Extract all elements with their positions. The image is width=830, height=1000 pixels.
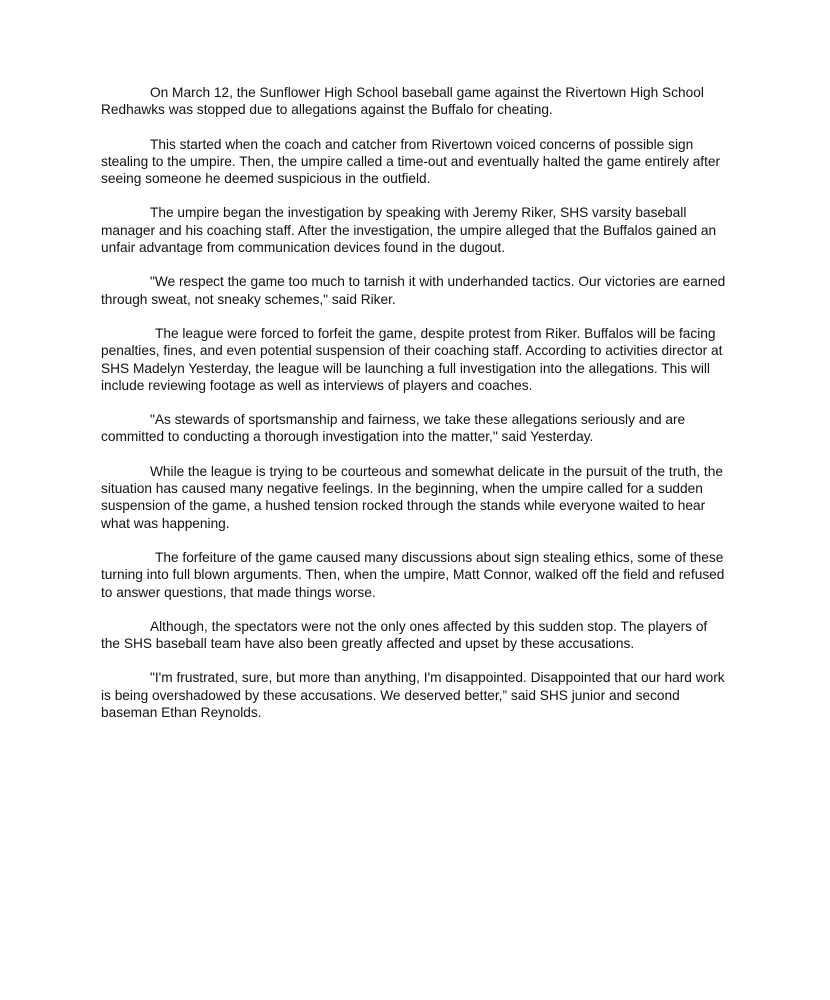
paragraph-players-affected: Although, the spectators were not the only ones affected by this sudden stop. The players of the SHS baseball team have also been greatly affected and upset by these accusations. [101, 618, 712, 652]
paragraph-negative-feelings: While the league is trying to be courteous and somewhat delicate in the pursuit of the truth, the situation has caused many negative feelings. In the beginning, when the umpire called for a sudden suspension of the game, a hushed tension rocked through the stands while everyone waited to hear what was happening. [101, 463, 727, 531]
paragraph-concerns-voiced: This started when the coach and catcher from Rivertown voiced concerns of possible sign stealing to the umpire. Then, the umpire called a time-out and eventually halted the game entirely after seeing someone he deemed suspicious in the outfield. [101, 136, 724, 187]
paragraph-yesterday-quote: "As stewards of sportsmanship and fairness, we take these allegations seriously and are committed to conducting a thorough investigation into the matter," said Yesterday. [101, 412, 689, 445]
paragraph-investigation: The umpire began the investigation by speaking with Jeremy Riker, SHS varsity baseball manager and his coaching staff. After the investigation, the umpire alleged that the Buffalos gained an unfair advantage from communication devices found in the dugout. [101, 205, 720, 256]
paragraph-game-stopped: On March 12, the Sunflower High School baseball game against the Rivertown High School Redhawks was stopped due to allegations against the Buffalo for cheating. [101, 85, 708, 118]
paragraph-riker-quote: "We respect the game too much to tarnish it with underhanded tactics. Our victories are earned through sweat, not sneaky schemes," said Riker. [101, 274, 730, 307]
paragraph-sign-stealing-ethics: The forfeiture of the game caused many discussions about sign stealing ethics, some of these turning into full blown arguments. Then, when the umpire, Matt Connor, walked off the field and refused to answer questions, that made things worse. [101, 549, 729, 600]
paragraph-forfeit: The league were forced to forfeit the game, despite protest from Riker. Buffalos will be facing penalties, fines, and even potential suspension of their coaching staff. According to activities director at SHS Madelyn Yesterday, the league will be launching a full investigation into the allegations. This will include reviewing footage as well as interviews of players and coaches. [101, 325, 727, 393]
paragraph-reynolds-quote: "I'm frustrated, sure, but more than anything, I'm disappointed. Disappointed that our hard work is being overshadowed by these accusations. We deserved better,” said SHS junior and second baseman Ethan Reynolds. [101, 670, 729, 721]
